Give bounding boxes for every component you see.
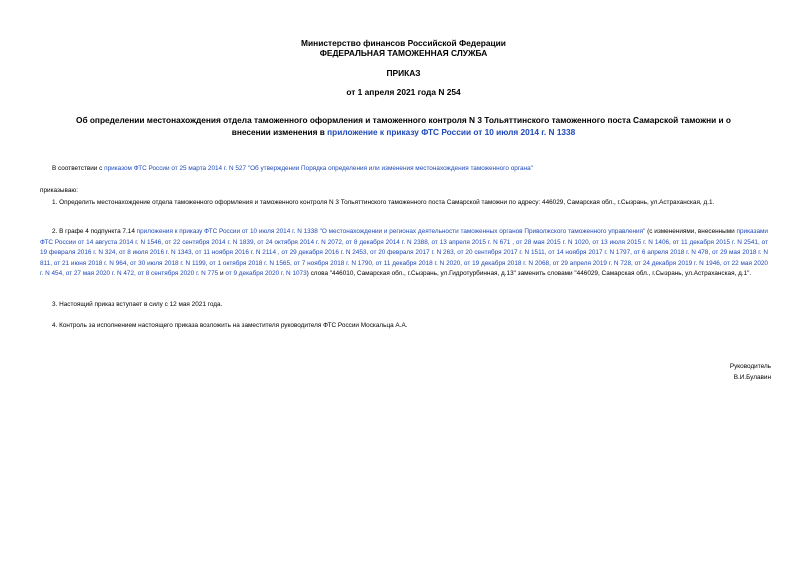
ministry-name: Министерство финансов Российской Федерации (301, 38, 506, 48)
item-2-link-appendix[interactable]: приложения к приказу ФТС России от 10 июля 2014 г. N 1338 "О местонахождении и регионах деятельности таможенных органов Приволжского таможенного управления" (136, 228, 646, 235)
preamble-link[interactable]: приказом ФТС России от 25 марта 2014 г. N 527 "Об утверждении Порядка определения или изменения местонахождения таможенного органа" (104, 165, 533, 172)
item-2-text-3: и (218, 270, 226, 278)
title-link[interactable]: приложение к приказу ФТС России от 10 июля 2014 г. N 1338 (327, 127, 576, 137)
item-2-text-4: ) слова "446010, Самарская обл., г.Сызрань, ул.Гидротурбинная, д.13" заменить словами "446029, Самарская обл., г.Сызрань, ул.Астраханская, д.1". (306, 270, 752, 278)
item-2 (40, 227, 768, 280)
item-2-text-1: 2. В графе 4 подпункта 7.14 (52, 228, 137, 235)
item-3: 3. Настоящий приказ вступает в силу с 12 мая 2021 года. (52, 301, 223, 308)
document-date: от 1 апреля 2021 года N 254 (346, 87, 461, 97)
preamble (52, 164, 533, 175)
item-2-link-orders[interactable]: приказами ФТС России от 14 августа 2014 г. N 1546, от 22 сентября 2014 г. N 1839, от 24 октября 2014 г. N 2072, от 8 декабря 2014 г. N 2388, от 13 апреля 2015 г. N 671 , от 28 мая 2015 г. N 1020, от 13 июля 2015 г. N 1406, от 11 декабря 2015 г. N 2541, от 19 февраля 2016 г. N 324, от 8 июля 2016 г. N 1343, от 11 ноября 2016 г. N 2114 , от 29 декабря 2016 г. N 2453, от 20 февраля 2017 г. N 263, от 20 сентября 2017 г. N 1511, от 14 ноября 2017 г. N 1797, от 6 апреля 2018 г. N 478, от 29 мая 2018 г. N 811, от 21 июня 2018 г. N 964, от 30 июля 2018 г. N 1199, от 1 октября 2018 г. N 1565, от 7 ноября 2018 г. N 1790, от 11 декабря 2018 г. N 2020, от 19 декабря 2018 г. N 2068, от 29 апреля 2019 г. N 728, от 24 декабря 2019 г. N 1946, от 22 мая 2020 г. N 454, от 27 мая 2020 г. N 472, от 8 сентября 2020 г. N 775 (40, 228, 769, 278)
service-name: ФЕДЕРАЛЬНАЯ ТАМОЖЕННАЯ СЛУЖБА (319, 48, 488, 58)
item-4: 4. Контроль за исполнением настоящего приказа возложить на заместителя руководителя ФТС России Москальца А.А. (52, 322, 408, 329)
item-1: 1. Определить местонахождение отдела таможенного оформления и таможенного контроля N 3 Тольяттинского таможенного поста Самарской таможни по адресу: 446029, Самарская обл., г.Сызрань, ул.Астраханская, д.1. (52, 199, 715, 206)
document-type: ПРИКАЗ (386, 68, 421, 78)
item-2-link-last-order[interactable]: от 9 декабря 2020 г. N 1073 (225, 270, 307, 278)
item-2-text-2: (с изменениями, внесенными (645, 228, 737, 235)
order-word: приказываю: (40, 187, 78, 194)
document-title-line2 (52, 126, 755, 138)
signature-name: В.И.Булавин (733, 374, 771, 381)
document-title-line1: Об определении местонахождения отдела таможенного оформления и таможенного контроля N 3 Тольяттинского таможенного поста Самарской таможни и о (75, 115, 731, 125)
signature-position: Руководитель (729, 363, 771, 370)
title-text: внесении изменения в (231, 127, 328, 137)
preamble-text: В соответствии с (52, 165, 105, 172)
document-title (52, 114, 755, 138)
